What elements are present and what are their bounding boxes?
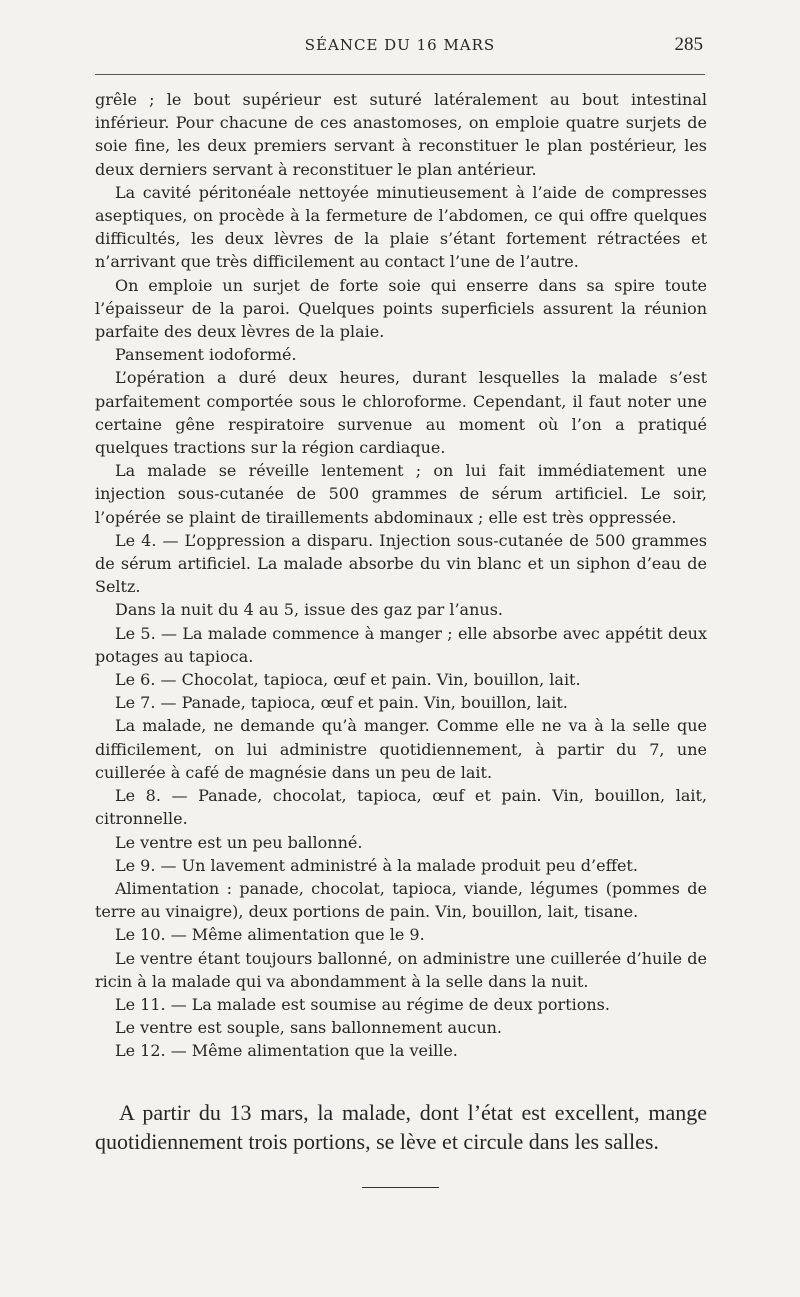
paragraph: Le 4. — L’oppression a disparu. Injection sous-cutanée de 500 grammes de sérum artificiel. La malade absorbe du vin blanc et un siphon d’eau de Seltz. [95, 530, 707, 597]
paragraph: Le 7. — Panade, tapioca, œuf et pain. Vin, bouillon, lait. [115, 693, 568, 713]
paragraph: L’opération a duré deux heures, durant lesquelles la malade s’est parfaitement comportée sous le chloroforme. Cependant, il faut noter une certaine gêne respiratoire survenue au moment où l’on a pratiqué quelques tractions sur la région cardiaque. [95, 368, 707, 458]
paragraph: La malade se réveille lentement ; on lui fait immédiatement une injection sous-cutanée de 500 grammes de sérum artificiel. Le soir, l’opérée se plaint de tiraillements abdominaux ; elle est très oppressée. [95, 461, 707, 527]
paragraph: Alimentation : panade, chocolat, tapioca, viande, légumes (pommes de terre au vinaigre), deux portions de pain. Vin, bouillon, lait, tisane. [95, 878, 707, 922]
paragraph: Dans la nuit du 4 au 5, issue des gaz par l’anus. [115, 600, 503, 620]
conclusion-paragraph: A partir du 13 mars, la malade, dont l’état est excellent, mange quotidiennement trois portions, se lève et circule dans les salles. [95, 1100, 707, 1154]
paragraph: Le ventre est un peu ballonné. [115, 832, 363, 852]
paragraph: Le 10. — Même alimentation que le 9. [115, 925, 425, 945]
running-title: SÉANCE DU 16 MARS [304, 36, 496, 54]
paragraph: Le 12. — Même alimentation que la veille. [115, 1041, 458, 1061]
paragraph: Le 8. — Panade, chocolat, tapioca, œuf et pain. Vin, bouillon, lait, citronnelle. [95, 786, 707, 829]
paragraph: Le ventre étant toujours ballonné, on administre une cuillerée d’huile de ricin à la malade qui va abondamment à la selle dans la nuit. [95, 948, 707, 991]
end-divider [362, 1187, 439, 1188]
header-divider [95, 74, 705, 75]
paragraph: La cavité péritonéale nettoyée minutieusement à l’aide de compresses aseptiques, on procède à la fermeture de l’abdomen, ce qui offre quelques difficultés, les deux lèvres de la plaie s’étant fortement rétractées et n’arrivant que très difficilement au contact l’une de l’autre. [95, 182, 707, 272]
paragraph: On emploie un surjet de forte soie qui enserre dans sa spire toute l’épaisseur de la paroi. Quelques points superficiels assurent la réunion parfaite des deux lèvres de la plaie. [95, 275, 707, 342]
page-header [95, 36, 705, 58]
paragraph: Le 11. — La malade est soumise au régime de deux portions. [115, 994, 610, 1014]
paragraph: Le ventre est souple, sans ballonnement aucun. [115, 1018, 503, 1038]
page-number: 285 [674, 34, 703, 55]
body-text [95, 88, 707, 1063]
paragraph: grêle ; le bout supérieur est suturé latéralement au bout intestinal inférieur. Pour chacune de ces anastomoses, on emploie quatre surjets de soie fine, les deux premiers servant à reconstituer le plan postérieur, les deux derniers servant à reconstituer le plan antérieur. [95, 90, 707, 179]
paragraph: Le 9. — Un lavement administré à la malade produit peu d’effet. [115, 855, 638, 875]
paragraph: Le 6. — Chocolat, tapioca, œuf et pain. Vin, bouillon, lait. [115, 670, 581, 690]
paragraph: Le 5. — La malade commence à manger ; elle absorbe avec appétit deux potages au tapioca. [95, 623, 707, 666]
paragraph: La malade, ne demande qu’à manger. Comme elle ne va à la selle que difficilement, on lui administre quotidiennement, à partir du 7, une cuillerée à café de magnésie dans un peu de lait. [95, 716, 707, 782]
paragraph: Pansement iodoformé. [115, 345, 297, 365]
